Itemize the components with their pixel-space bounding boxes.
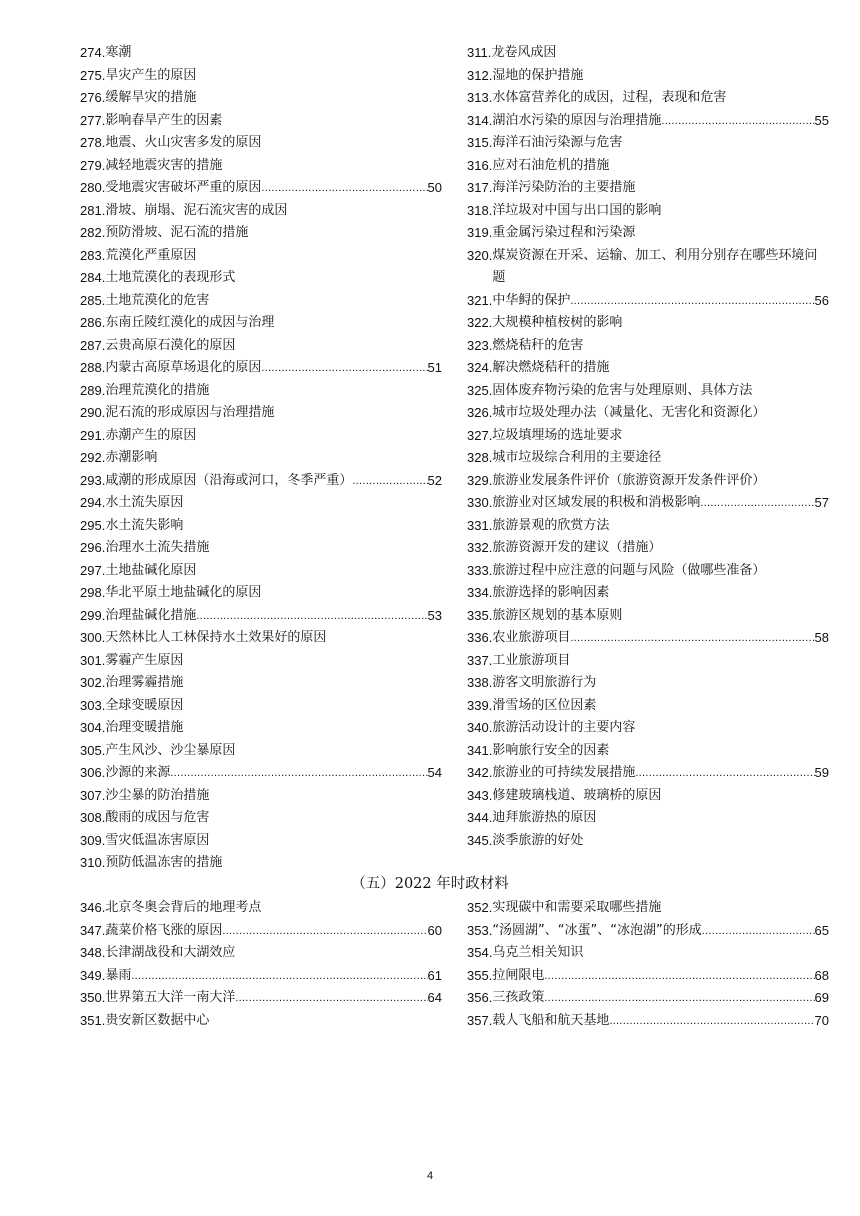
toc-entry-number: 297. [80,562,106,578]
toc-entry[interactable] [80,717,442,740]
toc-entry-title: 农业旅游项目 [492,630,571,645]
toc-entry-number: 320. [467,247,493,263]
toc-entry-number: 296. [80,540,106,555]
toc-leader-dots [261,177,427,200]
toc-entry-number: 301. [80,652,106,668]
toc-entry-title: 海洋石油污染源与危害 [492,135,623,150]
toc-entry[interactable] [467,605,829,628]
toc-entry-number: 340. [467,720,493,735]
toc-entry-number: 325. [467,382,493,398]
toc-entry[interactable] [467,87,829,110]
toc-entry[interactable] [80,897,442,920]
toc-entry-title: 雪灾低温冻害原因 [105,832,210,848]
toc-entry-title: 旅游业的可持续发展措施 [492,765,636,780]
toc-entry-number: 280. [80,180,106,195]
toc-entry-title: 贵安新区数据中心 [105,1012,210,1028]
toc-entry[interactable] [80,267,442,290]
toc-entry-title: 旅游景观的欣赏方法 [492,517,610,533]
toc-entry-title: 旅游区规划的基本原则 [492,607,623,623]
toc-entry[interactable] [80,627,442,650]
toc-entry-number: 305. [80,742,106,758]
toc-entry-number: 282. [80,225,106,240]
toc-entry-number: 353. [467,922,493,938]
toc-entry-number: 314. [467,112,493,128]
toc-entry[interactable] [80,357,442,380]
toc-entry-title: 解决燃烧秸秆的措施 [492,360,610,375]
toc-entry[interactable] [80,582,442,605]
toc-entry-number: 306. [80,765,106,780]
toc-entry-number: 294. [80,495,106,510]
toc-entry-title: 垃圾填埋场的选址要求 [492,427,623,443]
toc-entry-number: 300. [80,630,106,645]
toc-entry-title: 暴雨 [105,967,132,983]
toc-leader-dots [609,1010,814,1033]
toc-entry[interactable] [80,470,442,493]
toc-entry[interactable] [80,785,442,808]
toc-entry-title: 三孩政策 [492,990,545,1005]
toc-entry-page: 68 [814,967,829,983]
toc-entry[interactable] [80,42,442,65]
toc-entry[interactable] [80,852,442,875]
toc-entry-title: 华北平原土地盐碱化的原因 [105,585,262,600]
toc-entry-number: 287. [80,337,106,353]
toc-entry-number: 329. [467,472,493,488]
toc-entry-number: 332. [467,540,493,555]
toc-entry[interactable] [80,740,442,763]
toc-entry[interactable] [467,942,829,965]
toc-entry-title: 城市垃圾处理办法（减量化、无害化和资源化） [492,405,766,420]
toc-entry-title: 实现碳中和需要采取哪些措施 [492,900,662,915]
toc-entry-number: 288. [80,360,106,375]
toc-entry-title: 影响旅行安全的因素 [492,742,610,758]
toc-entry-number: 356. [467,990,493,1005]
toc-entry[interactable] [80,132,442,155]
toc-entry-number: 346. [80,900,106,915]
toc-entry[interactable] [467,470,829,493]
toc-entry-title: 泥石流的形成原因与治理措施 [105,405,275,420]
page-number: 4 [426,1170,434,1182]
toc-column-right-section-2 [467,897,829,1032]
toc-entry[interactable] [80,830,442,853]
toc-entry[interactable] [80,402,442,425]
toc-entry-title: 产生风沙、沙尘暴原因 [105,742,236,758]
toc-entry-number: 341. [467,742,493,758]
toc-entry-number: 315. [467,135,493,150]
toc-entry[interactable] [467,897,829,920]
toc-entry-number: 331. [467,517,493,533]
toc-entry-number: 285. [80,292,106,308]
toc-leader-dots [131,965,427,988]
toc-entry-title: 全球变暖原因 [105,697,184,713]
toc-entry-number: 298. [80,585,106,600]
toc-entry-number: 352. [467,900,493,915]
toc-entry[interactable] [467,447,829,470]
toc-entry-title: 旅游业对区域发展的积极和消极影响 [492,495,701,510]
toc-entry-page: 51 [427,360,442,375]
toc-entry[interactable] [467,1010,829,1033]
toc-column-right-section-1 [467,42,829,852]
toc-leader-dots [352,470,427,493]
toc-entry[interactable] [467,177,829,200]
toc-entry-page: 59 [814,765,829,780]
toc-entry[interactable] [467,335,829,358]
toc-entry-number: 344. [467,810,493,825]
toc-entry-number: 293. [80,472,106,488]
toc-entry[interactable] [467,65,829,88]
toc-entry-title: 治理雾霾措施 [105,675,184,690]
toc-leader-dots [570,627,814,650]
toc-entry[interactable] [467,920,829,943]
toc-entry-title: 土地盐碱化原因 [105,562,197,578]
toc-entry-number: 313. [467,90,493,105]
toc-entry-page: 65 [814,922,829,938]
toc-entry-number: 319. [467,225,493,240]
toc-entry-title: 载人飞船和航天基地 [492,1012,610,1028]
toc-entry[interactable] [80,762,442,785]
toc-entry[interactable] [467,290,829,313]
toc-entry[interactable] [80,65,442,88]
toc-entry-title: 中华鲟的保护 [492,292,571,308]
toc-leader-dots [702,920,815,943]
toc-entry-number: 327. [467,427,493,443]
toc-entry-title: 雾霾产生原因 [105,652,184,668]
toc-entry[interactable] [80,492,442,515]
toc-entry-number: 302. [80,675,106,690]
toc-entry[interactable] [80,605,442,628]
toc-entry-number: 347. [80,922,106,938]
toc-leader-dots [170,762,427,785]
toc-entry[interactable] [467,830,829,853]
toc-entry-title: 工业旅游项目 [492,652,571,668]
toc-entry-title: “汤圆湖”、“冰蛋”、“冰泡湖”的形成 [492,922,702,938]
toc-entry-page: 54 [427,765,442,780]
toc-entry-page: 55 [814,112,829,128]
toc-entry-title: 治理变暖措施 [105,720,184,735]
toc-entry-title: 缓解旱灾的措施 [105,90,197,105]
toc-entry-number: 355. [467,967,493,983]
toc-entry-title: 旅游选择的影响因素 [492,585,610,600]
toc-entry-page: 50 [427,180,442,195]
toc-entry-number: 279. [80,157,106,173]
toc-entry-title: 大规模种植桉树的影响 [492,315,623,330]
toc-entry[interactable] [80,110,442,133]
toc-entry-number: 289. [80,382,106,398]
toc-entry-number: 275. [80,67,106,83]
toc-entry-number: 328. [467,450,493,465]
toc-entry-number: 334. [467,585,493,600]
toc-entry[interactable] [467,222,829,245]
toc-entry-page: 52 [427,472,442,488]
toc-leader-dots [544,987,814,1010]
toc-entry-title: 城市垃圾综合利用的主要途径 [492,450,662,465]
toc-entry-number: 337. [467,652,493,668]
toc-entry-title: 水体富营养化的成因，过程，表现和危害 [492,90,727,105]
toc-entry-page: 57 [814,495,829,510]
toc-entry-title: 减轻地震灾害的措施 [105,157,223,173]
toc-entry[interactable] [80,380,442,403]
toc-entry[interactable] [467,42,829,65]
toc-entry[interactable] [467,807,829,830]
toc-entry[interactable] [80,447,442,470]
toc-entry-page: 61 [427,967,442,983]
toc-entry[interactable] [467,245,829,290]
toc-entry-title: 滑雪场的区位因素 [492,697,597,713]
toc-entry[interactable] [467,425,829,448]
toc-entry-title: 治理水土流失措施 [105,540,210,555]
toc-entry-title: 天然林比人工林保持水土效果好的原因 [105,630,327,645]
toc-entry-number: 316. [467,157,493,173]
toc-entry-title: 土地荒漠化的危害 [105,292,210,308]
toc-entry-number: 335. [467,607,493,623]
toc-entry-title: 咸潮的形成原因（沿海或河口，冬季严重） [105,472,353,488]
toc-entry-number: 312. [467,67,493,83]
toc-entry-title: 淡季旅游的好处 [492,832,584,848]
toc-entry-title: 海洋污染防治的主要措施 [492,180,636,195]
toc-entry-number: 333. [467,562,493,578]
toc-entry-title: 寒潮 [105,45,132,60]
toc-entry-number: 304. [80,720,106,735]
toc-entry-title: 水土流失影响 [105,517,184,533]
toc-entry[interactable] [467,672,829,695]
toc-entry-number: 291. [80,427,106,443]
toc-entry-title: 湿地的保护措施 [492,67,584,83]
toc-entry[interactable] [467,695,829,718]
toc-leader-dots [661,110,814,133]
toc-entry-title: 治理荒漠化的措施 [105,382,210,398]
toc-entry[interactable] [467,515,829,538]
toc-leader-dots [196,605,427,628]
toc-entry-number: 317. [467,180,493,195]
toc-entry[interactable] [467,155,829,178]
toc-entry-number: 299. [80,607,106,623]
toc-entry[interactable] [467,987,829,1010]
toc-entry-title: 固体废弃物污染的危害与处理原则、具体方法 [492,382,753,398]
toc-entry-page: 56 [814,292,829,308]
toc-entry-number: 290. [80,405,106,420]
toc-entry[interactable] [80,515,442,538]
toc-leader-dots [635,762,814,785]
toc-entry-title: 受地震灾害破坏严重的原因 [105,180,262,195]
toc-entry-number: 345. [467,832,493,848]
toc-entry-number: 348. [80,945,106,960]
toc-entry-number: 357. [467,1012,493,1028]
toc-entry-number: 311. [467,45,492,60]
toc-entry-title: 应对石油危机的措施 [492,157,610,173]
toc-entry[interactable] [467,740,829,763]
toc-entry[interactable] [467,110,829,133]
toc-entry[interactable] [467,650,829,673]
toc-entry-number: 350. [80,990,106,1005]
toc-entry-number: 343. [467,787,493,803]
toc-entry[interactable] [80,537,442,560]
toc-entry-number: 342. [467,765,493,780]
toc-column-left-section-2 [80,897,442,1032]
toc-entry-number: 303. [80,697,106,713]
toc-entry[interactable] [80,155,442,178]
toc-entry-page: 70 [814,1012,829,1028]
toc-entry-number: 284. [80,270,106,285]
toc-entry-number: 324. [467,360,493,375]
toc-entry-title: 乌克兰相关知识 [492,945,584,960]
toc-leader-dots [222,920,427,943]
toc-entry-number: 318. [467,202,493,218]
toc-entry-number: 307. [80,787,106,803]
toc-entry[interactable] [80,695,442,718]
toc-entry[interactable] [80,290,442,313]
toc-entry-title: 云贵高原石漠化的原因 [105,337,236,353]
toc-entry-title: 煤炭资源在开采、运输、加工、利用分别存在哪些环境问题 [492,247,818,285]
toc-entry-page: 58 [814,630,829,645]
toc-entry[interactable] [467,627,829,650]
toc-entry-title: 预防滑坡、泥石流的措施 [105,225,249,240]
toc-entry[interactable] [467,582,829,605]
toc-entry-title: 龙卷风成因 [491,45,557,60]
toc-leader-dots [544,965,814,988]
toc-entry[interactable] [80,222,442,245]
toc-entry-number: 286. [80,315,106,330]
toc-entry-title: 游客文明旅游行为 [492,675,597,690]
toc-leader-dots [570,290,814,313]
toc-entry-title: 地震、火山灾害多发的原因 [105,135,262,150]
toc-entry[interactable] [467,560,829,583]
toc-entry[interactable] [80,312,442,335]
toc-entry[interactable] [467,132,829,155]
toc-entry[interactable] [80,987,442,1010]
toc-entry-title: 酸雨的成因与危害 [105,810,210,825]
toc-leader-dots [261,357,427,380]
toc-entry[interactable] [467,785,829,808]
toc-entry[interactable] [467,965,829,988]
toc-entry-number: 308. [80,810,106,825]
toc-entry-number: 309. [80,832,106,848]
toc-entry-title: 沙源的来源 [105,765,171,780]
toc-entry-title: 赤潮产生的原因 [105,427,197,443]
toc-entry[interactable] [80,942,442,965]
toc-entry-title: 旅游活动设计的主要内容 [492,720,636,735]
toc-entry-number: 336. [467,630,493,645]
toc-entry-number: 276. [80,90,106,105]
toc-entry-title: 迪拜旅游热的原因 [492,810,597,825]
toc-entry[interactable] [80,177,442,200]
toc-entry-number: 295. [80,517,106,533]
toc-entry-title: 沙尘暴的防治措施 [105,787,210,803]
toc-entry-title: 东南丘陵红漠化的成因与治理 [105,315,275,330]
toc-entry-title: 旅游业发展条件评价（旅游资源开发条件评价） [492,472,766,488]
toc-entry-page: 64 [427,990,442,1005]
toc-entry-number: 339. [467,697,493,713]
toc-entry[interactable] [467,537,829,560]
toc-entry-number: 278. [80,135,106,150]
toc-entry[interactable] [80,245,442,268]
toc-entry[interactable] [467,762,829,785]
toc-entry[interactable] [467,380,829,403]
toc-entry[interactable] [80,335,442,358]
toc-entry[interactable] [467,402,829,425]
toc-entry-title: 旱灾产生的原因 [105,67,197,83]
toc-entry-title: 北京冬奥会背后的地理考点 [105,900,262,915]
toc-entry[interactable] [467,717,829,740]
toc-entry-title: 世界第五大洋一南大洋 [105,990,236,1005]
toc-entry-page: 53 [427,607,442,623]
toc-entry-title: 影响春旱产生的因素 [105,112,223,128]
toc-entry-number: 277. [80,112,106,128]
toc-entry-title: 燃烧秸秆的危害 [492,337,584,353]
toc-entry-title: 蔬菜价格飞涨的原因 [105,922,223,938]
toc-entry[interactable] [80,965,442,988]
toc-entry-number: 321. [467,292,493,308]
toc-entry[interactable] [467,357,829,380]
toc-entry-number: 354. [467,945,493,960]
toc-entry-number: 283. [80,247,106,263]
toc-entry-title: 预防低温冻害的措施 [105,855,223,870]
toc-entry-title: 湖泊水污染的原因与治理措施 [492,112,662,128]
toc-entry-title: 荒漠化严重原因 [105,247,197,263]
toc-entry-number: 310. [80,855,106,870]
toc-leader-dots [700,492,814,515]
toc-entry[interactable] [80,87,442,110]
toc-entry-number: 326. [467,405,493,420]
toc-entry-page: 69 [814,990,829,1005]
toc-entry-title: 水土流失原因 [105,495,184,510]
toc-entry-number: 274. [80,45,106,60]
toc-entry-title: 长津湖战役和大湖效应 [105,945,236,960]
toc-entry-title: 内蒙古高原草场退化的原因 [105,360,262,375]
toc-entry-number: 349. [80,967,106,983]
toc-entry-page: 60 [427,922,442,938]
toc-entry-title: 滑坡、崩塌、泥石流灾害的成因 [105,202,288,218]
toc-entry-number: 323. [467,337,493,353]
toc-entry-number: 322. [467,315,493,330]
toc-entry[interactable] [467,200,829,223]
toc-entry-title: 旅游过程中应注意的问题与风险（做哪些准备） [492,562,766,578]
toc-entry-title: 治理盐碱化措施 [105,607,197,623]
toc-entry[interactable] [80,920,442,943]
toc-entry-title: 赤潮影响 [105,450,158,465]
toc-entry-number: 292. [80,450,106,465]
toc-entry[interactable] [80,425,442,448]
toc-entry[interactable] [80,200,442,223]
toc-entry[interactable] [80,560,442,583]
section-heading: （五）2022 年时政材料 [351,876,509,892]
toc-entry-title: 重金属污染过程和污染源 [492,225,636,240]
toc-entry-title: 修建玻璃栈道、玻璃桥的原因 [492,787,662,803]
toc-entry-title: 拉闸限电 [492,967,545,983]
toc-entry-number: 351. [80,1012,106,1028]
toc-entry-title: 旅游资源开发的建议（措施） [492,540,662,555]
toc-entry[interactable] [80,1010,442,1033]
toc-entry[interactable] [80,650,442,673]
toc-entry-number: 338. [467,675,493,690]
toc-entry-title: 洋垃圾对中国与出口国的影响 [492,202,662,218]
toc-entry-number: 281. [80,202,106,218]
toc-entry-number: 330. [467,495,493,510]
toc-entry-title: 土地荒漠化的表现形式 [105,270,236,285]
toc-column-left-section-1 [80,42,442,875]
toc-entry[interactable] [467,312,829,335]
toc-entry[interactable] [80,672,442,695]
toc-leader-dots [235,987,427,1010]
toc-entry[interactable] [467,492,829,515]
toc-entry[interactable] [80,807,442,830]
